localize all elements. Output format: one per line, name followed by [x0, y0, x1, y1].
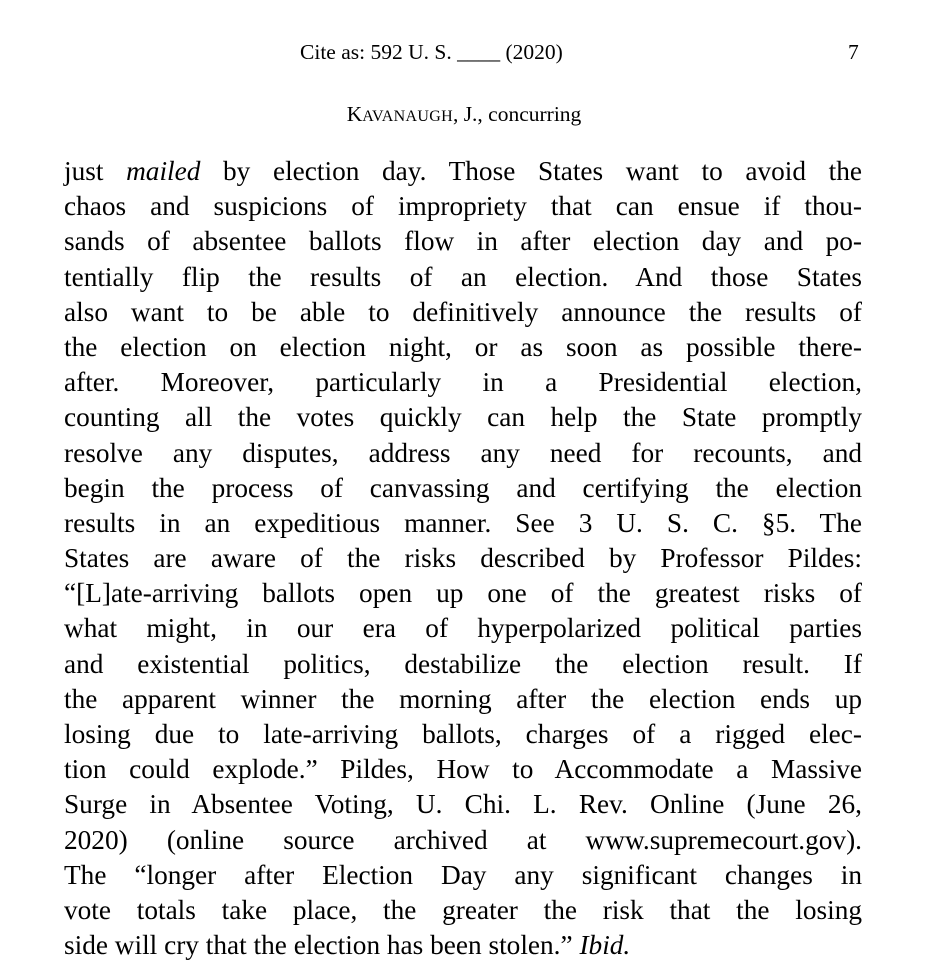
text-line: 2020) (online source archived at www.supremecourt.gov).: [64, 824, 862, 855]
text-run: by election day. Those States want to avoid the: [200, 156, 863, 186]
text-line: the apparent winner the morning after the election ends up: [64, 683, 862, 714]
text-line: and existential politics, destabilize the election result. If: [64, 648, 862, 679]
text-line: after. Moreover, particularly in a Presidential election,: [64, 367, 862, 398]
opinion-body: [64, 154, 862, 963]
running-head-suffix: , J., concurring: [452, 102, 582, 126]
emphasis-mailed: mailed: [126, 156, 201, 186]
text-line: chaos and suspicions of impropriety that can ensue if thou-: [64, 191, 862, 222]
page-header: [0, 38, 928, 68]
text-line: sands of absentee ballots flow in after election day and po-: [64, 226, 862, 257]
text-line: vote totals take place, the greater the risk that the losing: [64, 894, 862, 925]
text-line: what might, in our era of hyperpolarized political parties: [64, 613, 862, 644]
text-line: States are aware of the risks described by Professor Pildes:: [64, 543, 862, 574]
text-line: losing due to late-arriving ballots, charges of a rigged elec-: [64, 719, 862, 749]
text-line: tentially flip the results of an election. And those States: [64, 261, 862, 292]
text-line: counting all the votes quickly can help the State promptly: [64, 402, 862, 433]
text-line: the election on election night, or as soon as possible there-: [64, 331, 862, 362]
emphasis-ibid: Ibid.: [579, 930, 631, 961]
text-line: resolve any disputes, address any need for recounts, and: [64, 437, 862, 468]
text-line: Surge in Absentee Voting, U. Chi. L. Rev. Online (June 26,: [64, 789, 862, 820]
text-line: also want to be able to definitively announce the results of: [64, 296, 862, 327]
citation: Cite as: 592 U. S. ____ (2020): [300, 40, 563, 64]
text-line: begin the process of canvassing and certifying the election: [64, 472, 862, 503]
running-head: [0, 102, 928, 127]
text-run: just: [64, 156, 127, 186]
text-line: results in an expeditious manner. See 3 U. S. C. §5. The: [64, 507, 862, 538]
text-line: tion could explode.” Pildes, How to Accommodate a Massive: [64, 754, 862, 785]
text-line: The “longer after Election Day any significant changes in: [64, 859, 862, 890]
text-line: [64, 928, 862, 963]
text-run: side will cry that the election has been stolen.”: [64, 930, 580, 961]
running-head-small-caps: AVANAUGH: [362, 108, 453, 125]
page-number: 7: [848, 40, 859, 64]
running-head-initial: K: [346, 102, 363, 126]
text-line: [64, 154, 862, 189]
text-line: “[L]ate-arriving ballots open up one of the greatest risks of: [64, 578, 862, 609]
